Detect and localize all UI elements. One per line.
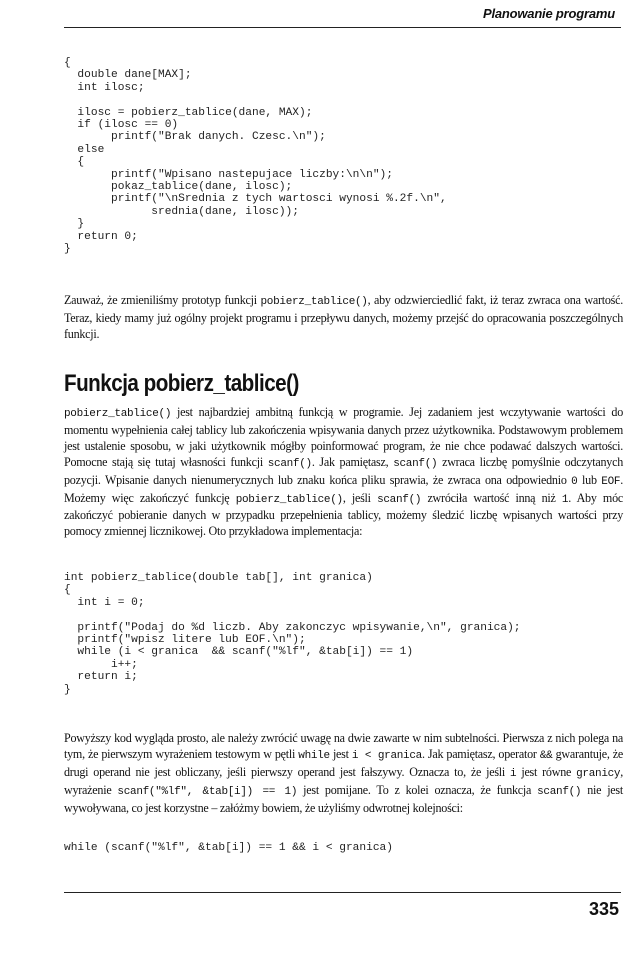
paragraph-prototype-change	[64, 293, 623, 343]
text-span: gwarantuje, że drugi operand nie jest obliczany, jeśli pierwszy operand jest fałszywy. Oznacza to, że jeśli	[64, 746, 623, 779]
text-span: zwraca liczbę pomyślnie odczytanych pozycji. Wpisanie danych nienumerycznych lub znaku końca pliku sprawia, że zwraca ona odpowiednio	[64, 454, 624, 487]
code-line: {	[64, 584, 71, 597]
header-rule	[64, 27, 621, 28]
code-line: i++;	[64, 658, 138, 671]
text-span: lub	[577, 472, 602, 487]
text-span: Powyższy kod wygląda prosto, ale należy zwrócić uwagę na dwie zawarte w nim subtelności. Pierwsza z nich polega na tym, że pierwszym wyrażeniem testowym w pętli	[64, 731, 623, 761]
text-span: , wyrażenie	[64, 764, 624, 797]
inline-code: pobierz_tablice()	[64, 408, 172, 420]
inline-code: i < granica	[351, 749, 422, 762]
code-line: printf("Wpisano nastepujace liczby:\n\n");	[64, 168, 393, 181]
code-line: return i;	[64, 671, 138, 684]
text-span: zwróciła wartość inną niż	[421, 490, 562, 505]
code-line: printf("wpisz litere lub EOF.\n");	[64, 634, 306, 647]
code-block-implementation	[64, 572, 521, 696]
inline-code: 0	[571, 475, 578, 488]
code-line: {	[64, 57, 71, 69]
code-line: }	[64, 218, 85, 231]
code-line: printf("\nSrednia z tych wartosci wynosi %.2f.\n",	[64, 193, 447, 206]
code-line: ilosc = pobierz_tablice(dane, MAX);	[64, 106, 313, 119]
code-block-main	[64, 57, 447, 256]
code-line: printf("Podaj do %d liczb. Aby zakonczyc wpisywanie,\n", granica);	[64, 621, 521, 634]
text-span: , jeśli	[342, 490, 378, 505]
text-span: nie jest wywoływana, co jest korzystne – załóżmy bowiem, że użyliśmy odwrotnej kolejności:	[64, 782, 623, 815]
inline-code: pobierz_tablice()	[260, 296, 368, 308]
running-header: Planowanie programu	[482, 6, 615, 21]
text-span: . Aby móc zakończyć pobieranie danych w przypadku przepełnienia tablicy, możemy śledzić liczbę wpisanych wartości przy pomocy zmiennej licznikowej. Oto przykładowa implementacja:	[64, 490, 623, 539]
code-line: if (ilosc == 0)	[64, 119, 179, 132]
code-line: int pobierz_tablice(double tab[], int granica)	[64, 572, 373, 584]
section-heading: Funkcja pobierz_tablice()	[64, 370, 299, 397]
code-line: srednia(dane, ilosc));	[64, 205, 299, 218]
text-span: . Jak pamiętasz,	[311, 454, 394, 469]
code-line-reversed-condition: while (scanf("%lf", &tab[i]) == 1 && i < granica)	[64, 842, 393, 854]
paragraph-function-description	[64, 405, 623, 540]
code-line: }	[64, 683, 71, 696]
inline-code: i	[510, 767, 517, 780]
text-span: . Możemy więc zakończyć funkcję	[64, 472, 623, 505]
inline-code: scanf()	[267, 457, 312, 470]
code-line: else	[64, 143, 105, 156]
text-span: , aby odzwierciedlić fakt, iż teraz zwraca ona wartość. Teraz, kiedy mamy już ogólny projekt programu i przepływu danych, możemy przejść do opracowania poszczególnych funkcji.	[64, 293, 623, 341]
code-line: while (i < granica && scanf("%lf", &tab[i]) == 1)	[64, 646, 414, 659]
text-span: jest	[329, 746, 352, 761]
code-line: {	[64, 156, 85, 169]
inline-code: scanf()	[393, 457, 438, 470]
text-span: jest równe	[516, 764, 577, 779]
text-span: jest pomijane. To z kolei oznacza, że funkcja	[297, 782, 538, 797]
text-span: jest najbardziej ambitną funkcją w programie. Jej zadaniem jest wczytywanie wartości do momentu wypełnienia całej tablicy lub zakończenia wpisywania danych przez użytkownika. Podstawowym problemem jest ustalenie sposobu, w jaki użytkownik mógłby poinformować program, że nie chce podawać dalszych wartości. Pomocne stają się tutaj własności funkcji	[64, 405, 623, 469]
inline-code: while	[298, 749, 330, 762]
paragraph-subtleties	[64, 731, 623, 817]
inline-code: pobierz_tablice()	[235, 493, 343, 506]
page-number: 335	[588, 899, 619, 919]
inline-code: scanf()	[537, 785, 582, 798]
code-line: printf("Brak danych. Czesc.\n");	[64, 131, 326, 144]
inline-code: scanf()	[377, 493, 422, 506]
code-line: return 0;	[64, 230, 138, 243]
inline-code: &&	[539, 749, 553, 762]
inline-code: EOF	[601, 475, 621, 488]
text-span: Zauważ, że zmieniliśmy prototyp funkcji	[64, 293, 261, 307]
code-line: int i = 0;	[64, 596, 145, 609]
footer-rule	[64, 892, 621, 893]
inline-code: 1	[561, 493, 569, 506]
code-line: double dane[MAX];	[64, 69, 192, 82]
inline-code: granicy	[576, 767, 621, 780]
text-span: . Jak pamiętasz, operator	[421, 746, 540, 761]
code-line: int ilosc;	[64, 81, 145, 94]
inline-code: scanf("%lf", &tab[i]) == 1)	[117, 785, 298, 798]
code-line: pokaz_tablice(dane, ilosc);	[64, 181, 293, 194]
code-line: }	[64, 243, 71, 256]
